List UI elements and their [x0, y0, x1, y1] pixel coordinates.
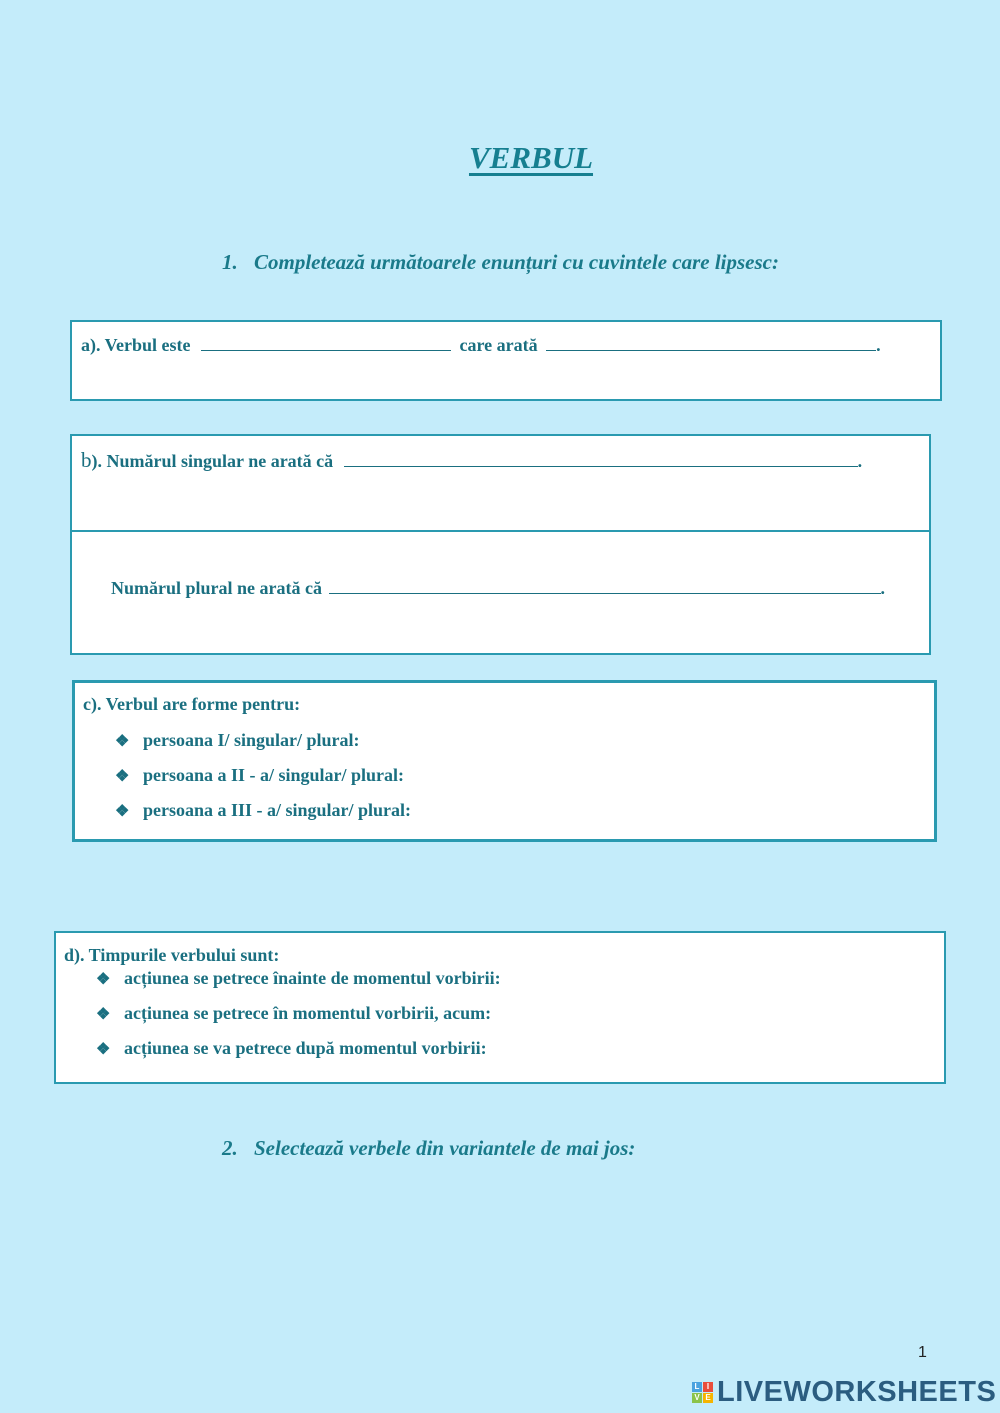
bullet-icon: ❖: [96, 1006, 111, 1023]
future-tense-label: acțiunea se va petrece după momentul vorbirii:: [124, 1038, 487, 1058]
list-item: [115, 765, 404, 786]
brand-name: LIVEWORKSHEETS: [717, 1376, 997, 1408]
bullet-icon: ❖: [96, 1041, 111, 1058]
section-c-heading: [83, 694, 300, 715]
section-b-prefix: ). Numărul singular ne arată că: [91, 451, 334, 471]
bullet-icon: ❖: [115, 803, 130, 820]
page-title: VERBUL: [468, 140, 594, 175]
list-item: [96, 1003, 491, 1024]
plural-meaning-blank[interactable]: [329, 577, 881, 594]
section-a-end: .: [876, 335, 881, 355]
section-b-plural-line: [111, 577, 885, 599]
list-item: [115, 730, 360, 751]
bullet-icon: ❖: [115, 733, 130, 750]
exercise-2-number: 2.: [222, 1136, 238, 1160]
bullet-icon: ❖: [96, 971, 111, 988]
person-3-label: persoana a III - a/ singular/ plural:: [143, 800, 412, 820]
present-tense-label: acțiunea se petrece în momentul vorbirii, acum:: [124, 1003, 492, 1023]
exercise-1-number: 1.: [222, 250, 238, 274]
exercise-2-text: Selectează verbele din variantele de mai jos:: [254, 1136, 636, 1160]
section-d-heading: d). Timpurile verbului sunt:: [64, 945, 280, 965]
bullet-icon: ❖: [115, 768, 130, 785]
section-c-box: [72, 680, 937, 842]
singular-meaning-blank[interactable]: [344, 450, 858, 467]
exercise-1-heading: [222, 250, 779, 275]
section-a-box: [70, 320, 942, 401]
section-d-box: [54, 931, 946, 1084]
verb-meaning-blank[interactable]: [546, 334, 876, 351]
verb-definition-blank[interactable]: [201, 334, 451, 351]
liveworksheets-logo-icon: L I V E: [692, 1382, 713, 1403]
list-item: [96, 1038, 487, 1059]
page-number: 1: [918, 1344, 927, 1361]
list-item: [96, 968, 501, 989]
section-a-line: [81, 334, 881, 356]
person-2-label: persoana a II - a/ singular/ plural:: [143, 765, 405, 785]
section-b-box: [70, 434, 931, 655]
section-b-divider: [72, 530, 929, 532]
section-c-heading-text: ). Verbul are forme pentru:: [91, 694, 301, 714]
section-a-prefix: a). Verbul este: [81, 335, 191, 355]
section-b-singular-line: [81, 448, 862, 473]
past-tense-label: acțiunea se petrece înainte de momentul vorbirii:: [124, 968, 501, 988]
section-b-plural-prefix: Numărul plural ne arată că: [111, 578, 322, 598]
list-item: [115, 800, 411, 821]
section-a-middle: care arată: [459, 335, 538, 355]
section-b-end: .: [857, 451, 863, 471]
section-b-plural-end: .: [880, 578, 885, 598]
section-c-letter: c: [83, 694, 91, 714]
person-1-label: persoana I/ singular/ plural:: [143, 730, 360, 750]
exercise-2-heading: [222, 1136, 635, 1161]
exercise-1-text: Completează următoarele enunțuri cu cuvintele care lipsesc:: [254, 250, 779, 274]
brand-footer[interactable]: [692, 1376, 996, 1409]
section-b-letter: b: [81, 448, 92, 472]
